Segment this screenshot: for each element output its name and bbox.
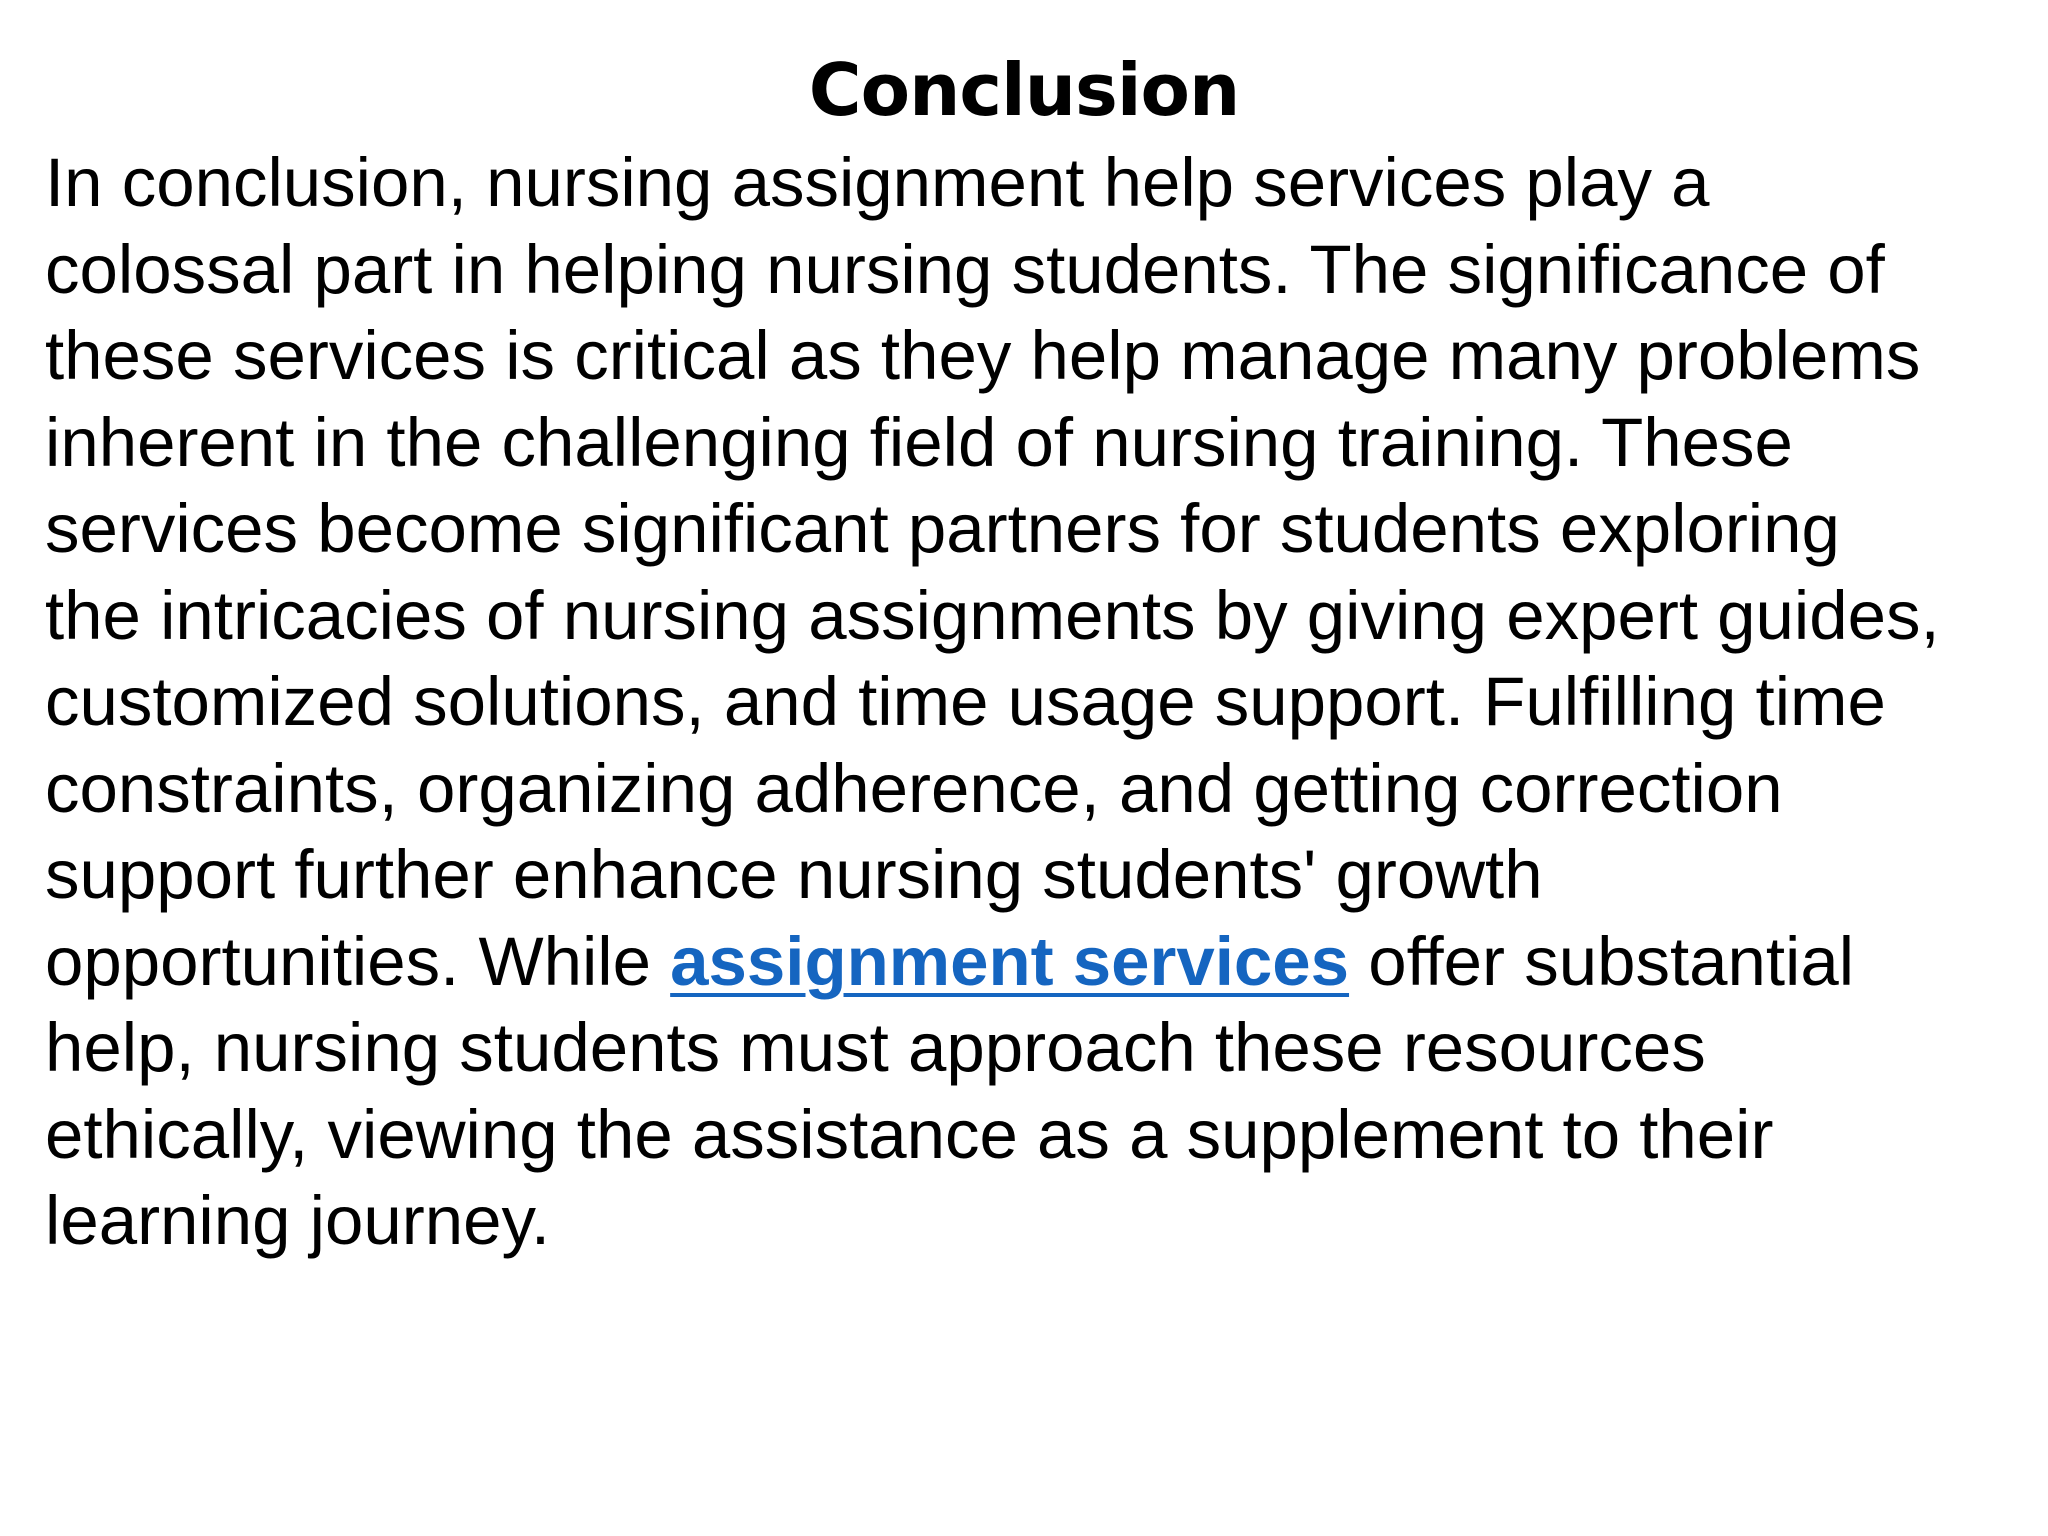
paragraph-line: constraints, organizing adherence, and getting correction	[45, 749, 1783, 827]
link-line-before: opportunities. While	[45, 922, 671, 1000]
paragraph-line: support further enhance nursing students' growth	[45, 836, 1543, 913]
paragraph-line: In conclusion, nursing assignment help services play a	[45, 144, 1710, 221]
paragraph-line: inherent in the challenging field of nursing training. These	[45, 403, 1793, 481]
paragraph-line: colossal part in helping nursing students. The significance of	[45, 230, 1885, 308]
link-line-after: offer substantial	[1349, 922, 1855, 1000]
slide-title: Conclusion	[808, 48, 1240, 132]
paragraph-line: customized solutions, and time usage support. Fulfilling time	[45, 663, 1886, 740]
paragraph-line: help, nursing students must approach these resources	[45, 1009, 1706, 1086]
paragraph-line: these services is critical as they help manage many problems	[45, 317, 1921, 394]
paragraph-line: the intricacies of nursing assignments by giving expert guides,	[45, 576, 1940, 654]
paragraph-line: ethically, viewing the assistance as a supplement to their	[45, 1095, 1774, 1173]
assignment-services-link[interactable]: assignment services	[670, 922, 1350, 1000]
paragraph-line: learning journey.	[45, 1182, 551, 1259]
paragraph-line-with-link	[45, 919, 2035, 1006]
conclusion-paragraph	[45, 140, 2035, 1265]
paragraph-line: services become significant partners for students exploring	[45, 490, 1840, 567]
